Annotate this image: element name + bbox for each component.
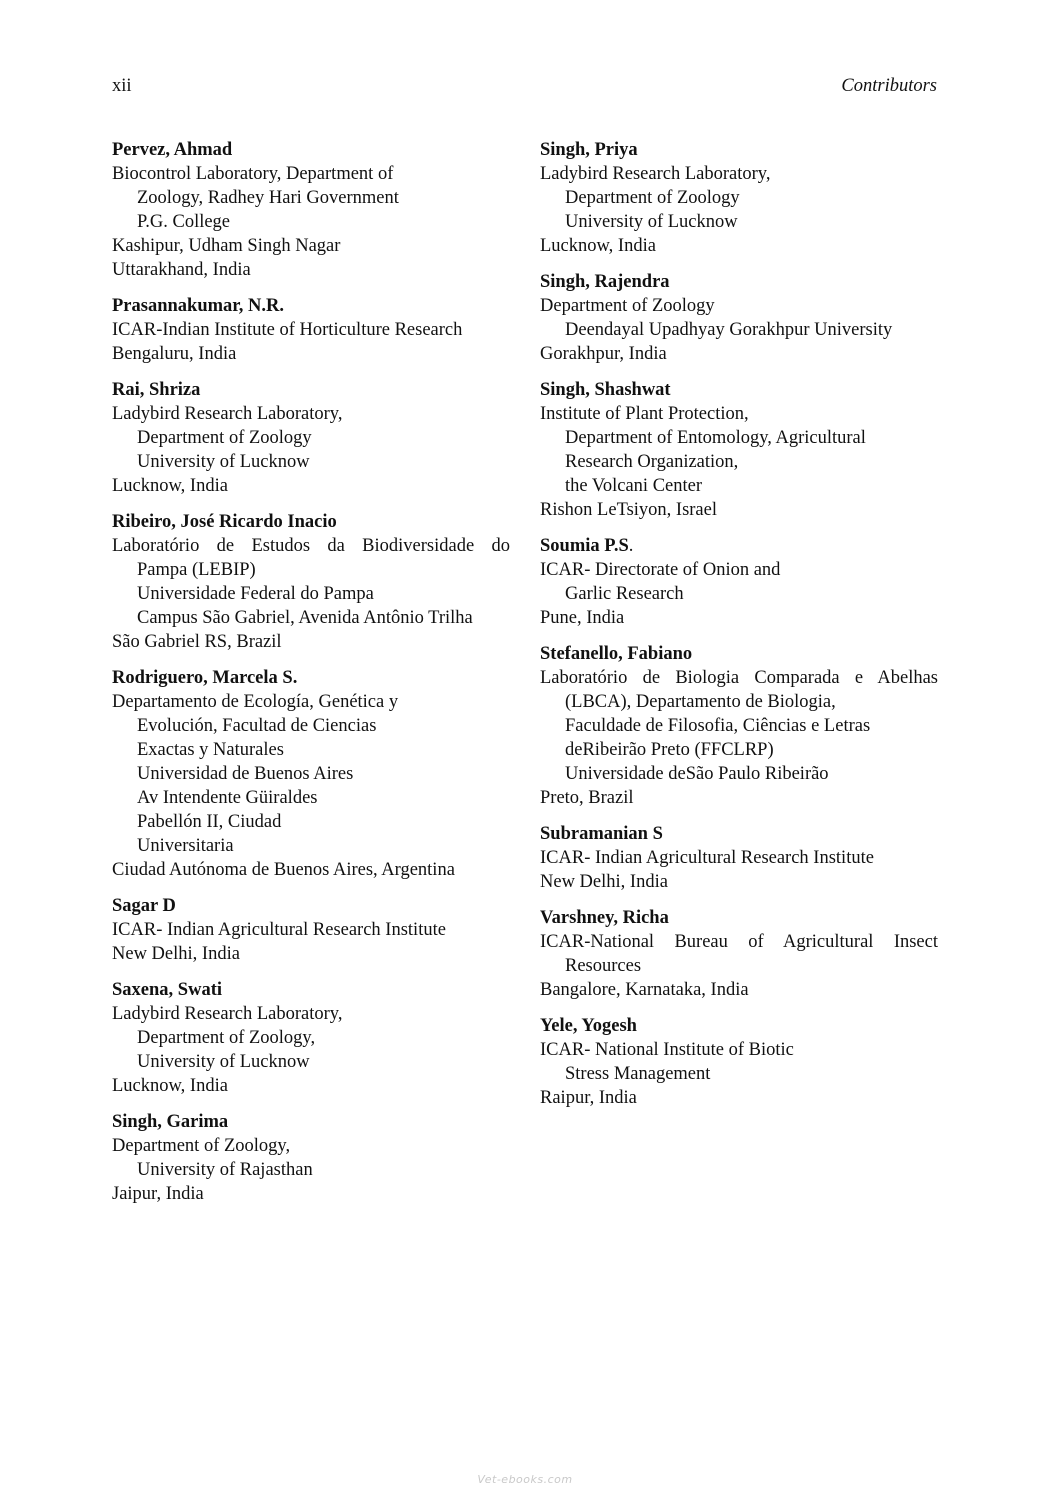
- affiliation-line: Laboratório de Biologia Comparada e Abelhas: [540, 668, 938, 688]
- affiliation-line: ICAR- Directorate of Onion and: [540, 560, 781, 580]
- affiliation-line: Department of Zoology,: [112, 1136, 291, 1156]
- running-head: Contributors: [841, 76, 937, 96]
- affiliation-line: Deendayal Upadhyay Gorakhpur University: [565, 320, 893, 340]
- affiliation-line: Department of Entomology, Agricultural: [565, 428, 866, 448]
- contributor-name-line: [540, 138, 938, 162]
- contributor-name: Varshney, Richa: [540, 908, 669, 928]
- affiliation-line: Stress Management: [565, 1064, 711, 1084]
- contributor-entry: [112, 510, 510, 654]
- affiliation-line: Rishon LeTsiyon, Israel: [540, 500, 717, 520]
- affiliation-line: Ladybird Research Laboratory,: [112, 404, 343, 424]
- contributor-name: Yele, Yogesh: [540, 1016, 637, 1036]
- affiliation-line: Bengaluru, India: [112, 344, 237, 364]
- affiliation-line: São Gabriel RS, Brazil: [112, 632, 282, 652]
- contributor-name: Pervez, Ahmad: [112, 140, 233, 160]
- affiliation-line: ICAR- National Institute of Biotic: [540, 1040, 794, 1060]
- affiliation-line: Lucknow, India: [112, 476, 228, 496]
- contributor-name: Singh, Shashwat: [540, 380, 671, 400]
- contributor-name-suffix: .: [628, 536, 634, 556]
- contributor-name-line: [112, 138, 510, 162]
- contributor-entry: [540, 270, 938, 366]
- contributor-name-line: [112, 294, 510, 318]
- contributor-name-line: [540, 378, 938, 402]
- affiliation-line: ICAR- Indian Agricultural Research Institute: [112, 920, 446, 940]
- affiliation-line: Department of Zoology: [137, 428, 312, 448]
- affiliation-line: Campus São Gabriel, Avenida Antônio Trilha: [137, 608, 473, 628]
- contributor-entry: [112, 978, 510, 1098]
- affiliation-line: Pune, India: [540, 608, 625, 628]
- affiliation-line: Ladybird Research Laboratory,: [112, 1004, 343, 1024]
- contributor-name: Stefanello, Fabiano: [540, 644, 693, 664]
- contributor-name: Rodriguero, Marcela S.: [112, 668, 298, 688]
- contributors-column-left: [112, 138, 510, 1218]
- contributor-name: Prasannakumar, N.R.: [112, 296, 285, 316]
- affiliation-line: Ciudad Autónoma de Buenos Aires, Argentina: [112, 860, 455, 880]
- contributor-entry: [540, 906, 938, 1002]
- contributor-name-line: [112, 666, 510, 690]
- affiliation-line: University of Lucknow: [137, 452, 310, 472]
- contributor-name-line: [112, 510, 510, 534]
- affiliation-line: Biocontrol Laboratory, Department of: [112, 164, 394, 184]
- affiliation-line: Research Organization,: [565, 452, 739, 472]
- contributor-name-line: [540, 822, 938, 846]
- contributor-entry: [112, 1110, 510, 1206]
- contributor-name: Singh, Rajendra: [540, 272, 670, 292]
- affiliation-line: Resources: [565, 956, 642, 976]
- contributor-name-line: [540, 270, 938, 294]
- affiliation-line: Universidade deSão Paulo Ribeirão: [565, 764, 829, 784]
- affiliation-line: Universidade Federal do Pampa: [137, 584, 374, 604]
- contributor-name-line: [540, 534, 938, 558]
- affiliation-line: Department of Zoology,: [137, 1028, 316, 1048]
- affiliation-line: University of Lucknow: [565, 212, 738, 232]
- affiliation-line: Department of Zoology: [540, 296, 715, 316]
- affiliation-line: Zoology, Radhey Hari Government: [137, 188, 399, 208]
- affiliation-line: Ladybird Research Laboratory,: [540, 164, 771, 184]
- affiliation-line: Institute of Plant Protection,: [540, 404, 749, 424]
- contributor-entry: [112, 138, 510, 282]
- contributor-name: Soumia P.S: [540, 536, 629, 556]
- contributor-name: Saxena, Swati: [112, 980, 222, 1000]
- affiliation-line: Jaipur, India: [112, 1184, 204, 1204]
- affiliation-line: ICAR-National Bureau of Agricultural Insect: [540, 932, 938, 952]
- affiliation-line: Garlic Research: [565, 584, 684, 604]
- affiliation-line: Departamento de Ecología, Genética y: [112, 692, 399, 712]
- contributor-name-line: [540, 1014, 938, 1038]
- contributor-entry: [540, 378, 938, 522]
- contributor-entry: [540, 534, 938, 630]
- contributor-name-line: [112, 894, 510, 918]
- affiliation-line: Lucknow, India: [540, 236, 656, 256]
- contributor-name: Sagar D: [112, 896, 176, 916]
- watermark-logo: Vet-ebooks.com: [477, 1473, 573, 1486]
- affiliation-line: (LBCA), Departamento de Biologia,: [565, 692, 836, 712]
- contributor-entry: [540, 642, 938, 810]
- affiliation-line: Pabellón II, Ciudad: [137, 812, 282, 832]
- affiliation-line: New Delhi, India: [540, 872, 668, 892]
- contributor-entry: [112, 666, 510, 882]
- affiliation-line: University of Lucknow: [137, 1052, 310, 1072]
- contributors-column-right: [540, 138, 938, 1122]
- contributor-name: Singh, Priya: [540, 140, 638, 160]
- contributor-entry: [540, 138, 938, 258]
- affiliation-line: Faculdade de Filosofia, Ciências e Letras: [565, 716, 871, 736]
- affiliation-line: University of Rajasthan: [137, 1160, 313, 1180]
- contributor-name: Rai, Shriza: [112, 380, 201, 400]
- contributor-name: Subramanian S: [540, 824, 663, 844]
- affiliation-line: ICAR- Indian Agricultural Research Institute: [540, 848, 874, 868]
- affiliation-line: Department of Zoology: [565, 188, 740, 208]
- affiliation-line: Preto, Brazil: [540, 788, 634, 808]
- contributor-name-line: [540, 642, 938, 666]
- affiliation-line: ICAR-Indian Institute of Horticulture Research: [112, 320, 463, 340]
- affiliation-line: Bangalore, Karnataka, India: [540, 980, 749, 1000]
- contributor-name-line: [540, 906, 938, 930]
- affiliation-line: Laboratório de Estudos da Biodiversidade do: [112, 536, 510, 556]
- contributor-name-line: [112, 978, 510, 1002]
- affiliation-line: New Delhi, India: [112, 944, 240, 964]
- contributor-name-line: [112, 378, 510, 402]
- affiliation-line: the Volcani Center: [565, 476, 703, 496]
- affiliation-line: Lucknow, India: [112, 1076, 228, 1096]
- contributor-entry: [540, 822, 938, 894]
- affiliation-line: Pampa (LEBIP): [137, 560, 256, 580]
- contributor-entry: [540, 1014, 938, 1110]
- affiliation-line: Kashipur, Udham Singh Nagar: [112, 236, 341, 256]
- contributor-name: Ribeiro, José Ricardo Inacio: [112, 512, 337, 532]
- affiliation-line: Av Intendente Güiraldes: [137, 788, 318, 808]
- affiliation-line: Universitaria: [137, 836, 234, 856]
- contributor-entry: [112, 294, 510, 366]
- contributor-name: Singh, Garima: [112, 1112, 229, 1132]
- affiliation-line: P.G. College: [137, 212, 231, 232]
- page-number: xii: [112, 76, 132, 96]
- affiliation-line: Uttarakhand, India: [112, 260, 251, 280]
- contributor-entry: [112, 378, 510, 498]
- affiliation-line: Raipur, India: [540, 1088, 637, 1108]
- affiliation-line: Universidad de Buenos Aires: [137, 764, 354, 784]
- affiliation-line: Gorakhpur, India: [540, 344, 667, 364]
- affiliation-line: deRibeirão Preto (FFCLRP): [565, 740, 774, 760]
- contributor-name-line: [112, 1110, 510, 1134]
- contributor-entry: [112, 894, 510, 966]
- affiliation-line: Evolución, Facultad de Ciencias: [137, 716, 377, 736]
- affiliation-line: Exactas y Naturales: [137, 740, 284, 760]
